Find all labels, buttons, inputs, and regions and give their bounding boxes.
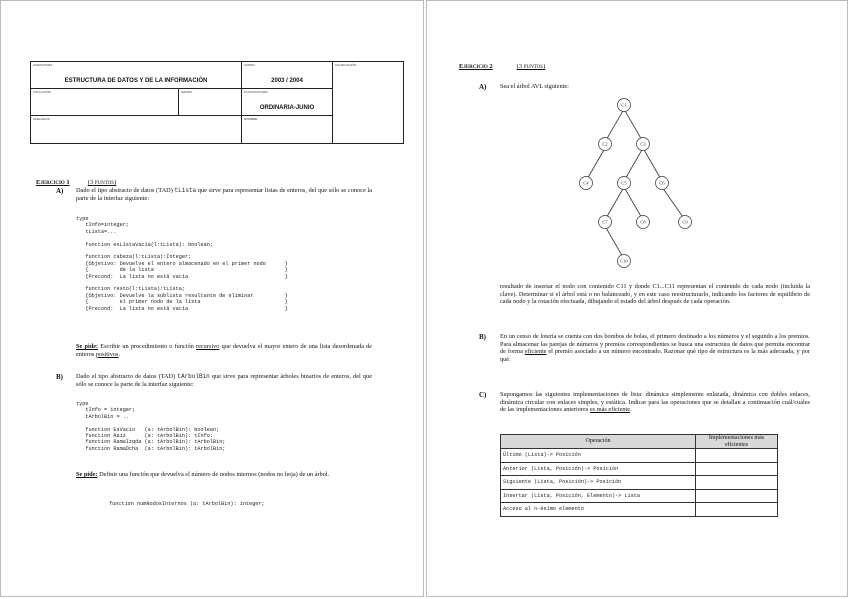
calificacion-label: CALIFICACIÓN — [335, 63, 357, 67]
tree-node-label: C3 — [640, 141, 646, 147]
ex1-b-requirement — [76, 471, 372, 479]
edge-c1-c3 — [624, 109, 643, 142]
implementation-answer-cell[interactable] — [696, 489, 778, 503]
apellidos-label: APELLIDOS — [33, 117, 50, 121]
ex2-b-text-1: En un censo de lotería se cuenta con dos bombos de bolas, el primero destinado a los números y el segundo a los premios. Para almacenar las parejas de números y premios correspondientes se busca una estructura de datos que permita encontrar de forma — [500, 333, 810, 356]
titulacion-label: TITULACIÓN — [33, 90, 51, 94]
exercise-1-points: (3 puntos) — [87, 179, 117, 186]
table-row — [501, 503, 778, 517]
curso-label: CURSO — [244, 63, 255, 67]
operation-cell: Siguiente (Lista, Posición)-> Posición — [501, 476, 696, 490]
tree-node-label: C7 — [602, 219, 608, 225]
implementation-answer-cell[interactable] — [696, 462, 778, 476]
ex1-part-a-statement — [76, 187, 372, 202]
code-a-line: function esListaVacia(l:tLista): boolean; — [76, 241, 213, 248]
ex2-b-statement — [500, 333, 810, 363]
code-b-line: function RamaIzqda (a: tArbolBin): tArbolBin; — [76, 439, 226, 446]
code-a-line: tLista=... — [76, 228, 117, 235]
ex2-b-efficient: eficiente — [524, 348, 547, 356]
ex1-a-type: tLista — [174, 187, 197, 194]
header-grupo-cell — [178, 88, 242, 116]
code-b-line: function Raiz (a: tArbolBin): tInfo; — [76, 433, 213, 440]
ex1-b-text-1: Dado el tipo abstracto de datos (TAD) — [76, 373, 176, 380]
asignatura-value: ESTRUCTURA DE DATOS Y DE LA INFORMACIÓN — [64, 78, 208, 84]
code-a-line: {Precond: La lista no está vacía } — [76, 305, 288, 312]
implementation-answer-cell[interactable] — [696, 449, 778, 463]
code-b-line: function EsVacio (a: tArbolBin): boolean; — [76, 426, 220, 433]
code-a-line: { el primer nodo de la lista } — [76, 299, 288, 306]
header-curso-cell — [241, 61, 333, 89]
code-a-line: function resto(l:tLista):tLista; — [76, 286, 185, 293]
grupo-label: GRUPO — [181, 90, 193, 94]
table-body — [501, 449, 778, 517]
ex2-b-text-2: el premio asociado a un número encontrado. Razonar qué tipo de estructura es la más adecuada, y por qué. — [500, 348, 810, 363]
code-a-line: tInfo=integer; — [76, 222, 129, 229]
code-b-line: type — [76, 401, 89, 407]
convocatoria-label: CONVOCATORIA — [244, 90, 269, 94]
edge-c6-c9 — [662, 187, 685, 220]
header-operacion: Operación — [501, 435, 696, 449]
implementation-answer-cell[interactable] — [696, 476, 778, 490]
ex1-a-req-positive: positivos — [95, 350, 119, 358]
code-b-line: tArbolBin = .. — [76, 413, 129, 420]
tree-node-c9 — [679, 216, 692, 229]
edge-c2-c4 — [586, 148, 605, 181]
code-a-line: type — [76, 216, 89, 222]
operation-cell: Acceso al n-ésimo elemento — [501, 503, 696, 517]
header-convocatoria-cell — [241, 88, 333, 116]
exercise-2-points: (3 puntos) — [516, 63, 546, 70]
header-titulacion-cell — [30, 88, 179, 116]
ex2-part-c-label: C) — [479, 391, 487, 399]
curso-value: 2003 / 2004 — [271, 78, 303, 84]
ex2-a-intro: Sea el árbol AVL siguiente: — [500, 83, 569, 90]
tree-node-c7 — [599, 216, 612, 229]
tree-node-c10 — [618, 255, 631, 268]
implementation-answer-cell[interactable] — [696, 503, 778, 517]
tree-node-c3 — [637, 138, 650, 151]
code-b-line: function RamaDcha (a: tArbolBin): tArbolBin; — [76, 445, 226, 452]
exercise-2-title: Ejercicio 2 — [459, 63, 493, 70]
ex2-part-b-label: B) — [479, 333, 486, 341]
ex1-a-requirement: Se pide: Escribir un procedimiento o función recursivo que devuelva el mayor entero de una lista desordenada de enteros positivos. — [76, 343, 373, 358]
header-apellidos-cell — [30, 115, 242, 144]
tree-node-label: C8 — [640, 219, 646, 225]
table-row — [501, 462, 778, 476]
tree-node-c6 — [656, 177, 669, 190]
header-nombre-cell — [241, 115, 333, 144]
edge-c3-c6 — [643, 148, 662, 181]
tree-nodes — [580, 99, 692, 268]
tree-edges — [586, 109, 685, 259]
edge-c7-c10 — [605, 226, 624, 259]
exercise-2-heading — [459, 55, 545, 73]
operation-cell: Anterior (Lista, Posición)-> Posición — [501, 462, 696, 476]
ex1-b-req-label: Se pide: — [76, 471, 98, 478]
ex1-a-req-label: Se pide: — [76, 343, 99, 350]
ex1-part-a-label: A) — [56, 187, 64, 195]
avl-tree-diagram — [567, 96, 697, 276]
table-header-row — [501, 435, 778, 449]
code-b-line: tInfo = integer; — [76, 407, 136, 414]
ex2-part-a-label: A) — [479, 83, 487, 91]
table-row — [501, 489, 778, 503]
code-a-line: {Precond: La lista no está vacía } — [76, 273, 288, 280]
ex1-part-b-label: B) — [56, 373, 63, 381]
ex1-a-req-text-2: que devuelva el mayor entero de una lista desordenada de enteros — [76, 343, 373, 358]
header-calificacion-cell — [332, 61, 404, 144]
edge-c5-c8 — [624, 187, 643, 220]
edge-c3-c5 — [624, 148, 643, 181]
header-asignatura-cell — [30, 61, 242, 89]
tree-node-label: C9 — [682, 219, 688, 225]
ex1-b-text-2: que sirve para representar árboles binarios de enteros, del que sólo se conoce la parte de la interfaz siguiente: — [76, 373, 373, 388]
tree-node-label: C4 — [583, 180, 589, 186]
operation-cell: Último (Lista)-> Posición — [501, 449, 696, 463]
ex1-b-type: tArbolBin — [177, 373, 210, 380]
tree-node-c5 — [618, 177, 631, 190]
exercise-1-title: Ejercicio 1 — [36, 179, 70, 186]
tree-node-c2 — [599, 138, 612, 151]
ex1-part-b-statement — [76, 373, 372, 388]
ex1-a-code-block — [76, 216, 288, 312]
header-implementaciones: Implementaciones más eficientes — [696, 435, 778, 449]
code-a-line: {Objetivo: Devuelve la sublista resultante de eliminar } — [76, 292, 288, 299]
convocatoria-value: ORDINARIA-JUNIO — [259, 105, 315, 111]
ex1-a-text-1: Dado el tipo abstracto de datos (TAD) — [76, 187, 173, 194]
tree-node-label: C10 — [620, 258, 628, 264]
nombre-label: NOMBRE — [244, 117, 258, 121]
ex2-c-efficient: es más eficiente — [589, 406, 631, 414]
ex2-c-statement: Supongamos las siguientes implementaciones de lista: dinámica simplemente enlazada, dinámica con dobles enlaces, dinámica circular con enlaces simples, y estática. Indicar para las operaciones que se detallan a continuación cuál/cuáles de las implementaciones anteriores es más eficiente. — [500, 391, 810, 414]
table-row — [501, 476, 778, 490]
ex2-a-instructions: resultado de insertar el nodo con contenido C11 y donde C1...C11 representan el contenido de cada nodo (incluida la clave). Determinar si el árbol está o no balanceado, y en este caso reestructurarlo, indicando los factores de equilibrio de cada nodo y la rotación efectuada, dibujando el estado del árbol después de cada operación. — [500, 283, 810, 306]
tree-node-c4 — [580, 177, 593, 190]
tree-node-c1 — [618, 99, 631, 112]
ex1-b-function-signature: function numNodosInternos (a: tArbolBin): integer; — [109, 501, 265, 507]
ex1-a-req-recursive: recursivo — [195, 343, 220, 350]
page-right — [426, 0, 848, 597]
tree-node-label: C5 — [621, 180, 627, 186]
operation-cell: Insertar (Lista, Posición, Elemento)-> Lista — [501, 489, 696, 503]
edge-c5-c7 — [605, 187, 624, 220]
tree-node-label: C6 — [659, 180, 665, 186]
ex1-b-req-text: Definir una función que devuelva el número de nodos internos (nodos no hoja) de un árbol. — [99, 471, 330, 478]
edge-c1-c2 — [605, 109, 624, 142]
code-a-line: { de la lista } — [76, 267, 288, 274]
asignatura-label: ASIGNATURA — [33, 63, 53, 67]
tree-node-label: C2 — [602, 141, 608, 147]
tree-node-label: C1 — [621, 102, 627, 108]
tree-node-c8 — [637, 216, 650, 229]
ex2-c-text: Supongamos las siguientes implementaciones de lista: dinámica simplemente enlazada, dinámica con dobles enlaces, dinámica circular con enlaces simples, y estática. Indicar para las operaciones que se detallan a continuación cuál/cuáles de las implementaciones anteriores — [500, 391, 810, 414]
operations-table — [500, 434, 778, 517]
ex1-a-text-2: que sirve para representar listas de enteros, del que sólo se conoce la parte de la interfaz siguiente: — [76, 187, 373, 202]
ex1-a-req-text-1: Escribir un procedimiento o función — [100, 343, 194, 350]
code-a-line: function cabeza(l:tLista):Integer; — [76, 254, 192, 261]
table-row — [501, 449, 778, 463]
ex1-b-code-block — [76, 401, 225, 452]
code-a-line: {Objetivo: Devuelve el entero almacenado en el primer nodo } — [76, 260, 288, 267]
page-left — [0, 0, 424, 597]
